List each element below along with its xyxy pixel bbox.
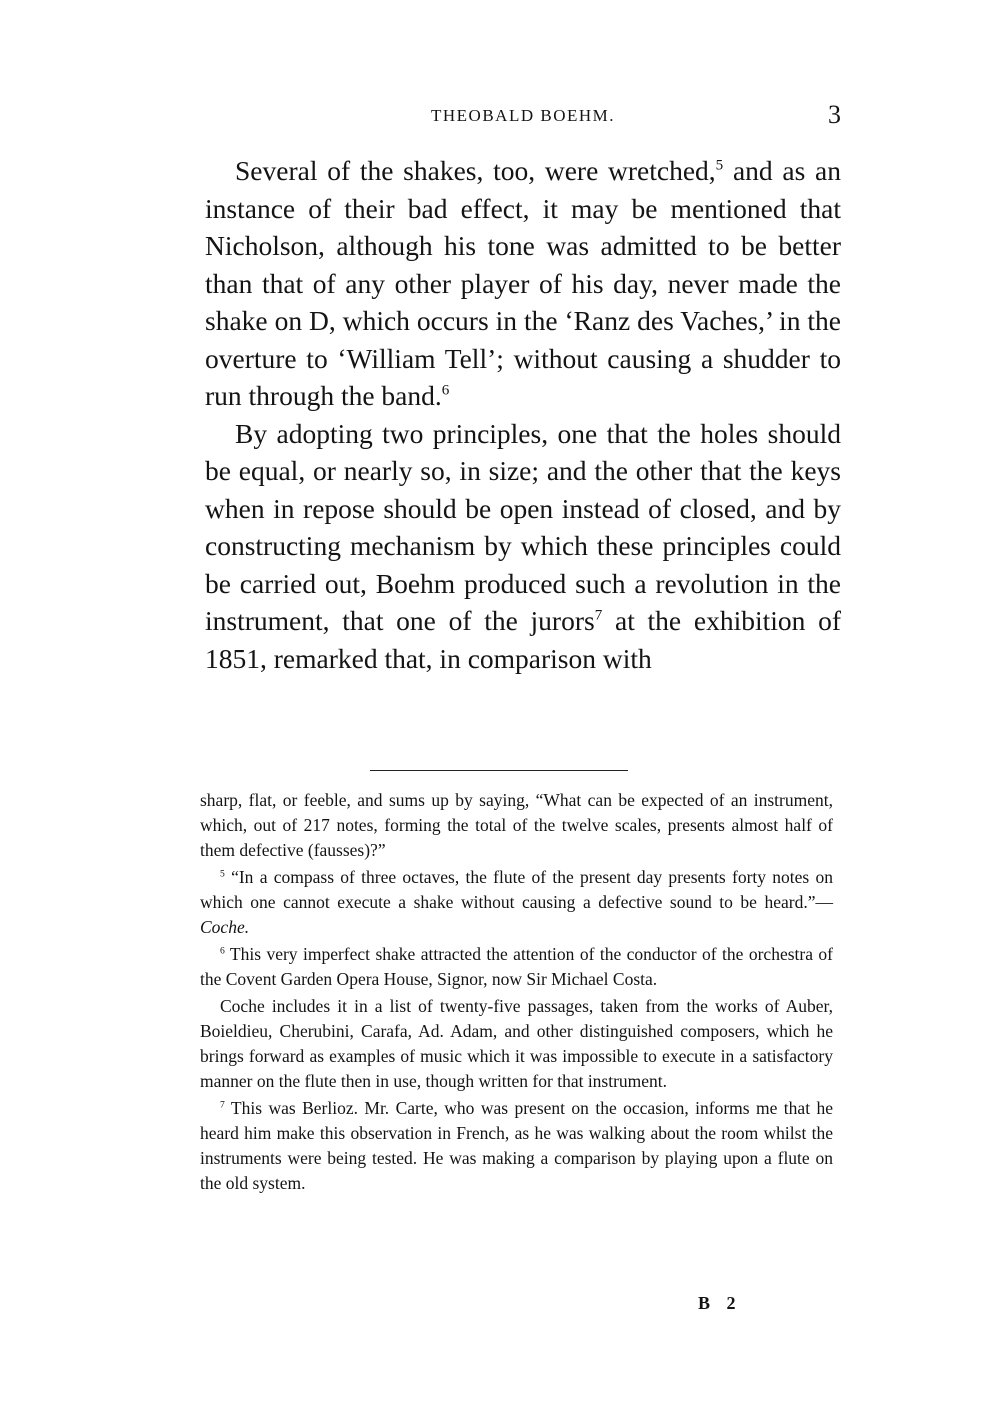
footnote-7 xyxy=(200,1096,833,1196)
paragraph-2-text-b: at the exhibition of 1851, remarked that, in comparison with xyxy=(205,605,842,674)
paragraph-2 xyxy=(205,415,841,678)
paragraph-1-text-a: Several of the shakes, too, were wretched, xyxy=(235,155,716,186)
footnote-5 xyxy=(200,865,833,940)
footnote-5-text: “In a compass of three octaves, the flute of the present day presents forty notes on which one cannot execute a shake without causing a defective sound to be heard.”— xyxy=(200,867,833,912)
footnote-5-marker: 5 xyxy=(220,868,225,880)
running-title: THEOBALD BOEHM. xyxy=(431,106,615,125)
paragraph-1-text-b: and as an instance of their bad effect, it may be mentioned that Nicholson, although his tone was admitted to be better than that of any other player of his day, never made the shake on D, which occurs in the ‘Ranz des Vaches,’ in the overture to ‘William Tell’; without causing a shudder to run through the band. xyxy=(205,155,841,411)
footnote-6-text: This very imperfect shake attracted the attention of the conductor of the orchestra of the Covent Garden Opera House, Signor, now Sir Michael Costa. xyxy=(200,944,833,989)
paragraph-2-text-a: By adopting two principles, one that the holes should be equal, or nearly so, in size; and the other that the keys when in repose should be open instead of closed, and by constructing mechanism by which these principles could be carried out, Boehm produced such a revolution in the instrument, that one of the jurors xyxy=(205,417,841,636)
footnote-6 xyxy=(200,942,833,992)
footnote-ref-7: 7 xyxy=(594,607,603,624)
footnote-7-marker: 7 xyxy=(220,1099,225,1111)
footnotes xyxy=(200,788,833,1196)
main-text xyxy=(205,152,841,677)
footnote-ref-5: 5 xyxy=(715,157,724,174)
footnote-ref-6: 6 xyxy=(441,382,450,399)
signature-mark: B 2 xyxy=(698,1293,742,1313)
footnote-7-text: This was Berlioz. Mr. Carte, who was present on the occasion, informs me that he heard him make this observation in French, as he was walking about the room whilst the instruments were being tested. He was making a comparison by playing upon a flute on the old system. xyxy=(200,1098,833,1193)
footnote-5-attribution: Coche. xyxy=(200,917,250,937)
footnote-continued: sharp, flat, or feeble, and sums up by saying, “What can be expected of an instrument, which, out of 217 notes, forming the total of the twelve scales, presents almost half of them defective (fausses)?” xyxy=(200,790,833,860)
footnote-6-marker: 6 xyxy=(220,945,225,957)
page-number: 3 xyxy=(828,100,841,129)
paragraph-1 xyxy=(205,152,841,415)
footnote-divider xyxy=(370,770,628,771)
footnote-6-continued: Coche includes it in a list of twenty-five passages, taken from the works of Auber, Boieldieu, Cherubini, Carafa, Ad. Adam, and other distinguished composers, which he brings forward as examples of music which it was impossible to execute in a satisfactory manner on the flute then in use, though written for that instrument. xyxy=(200,996,833,1091)
running-head xyxy=(205,100,841,140)
